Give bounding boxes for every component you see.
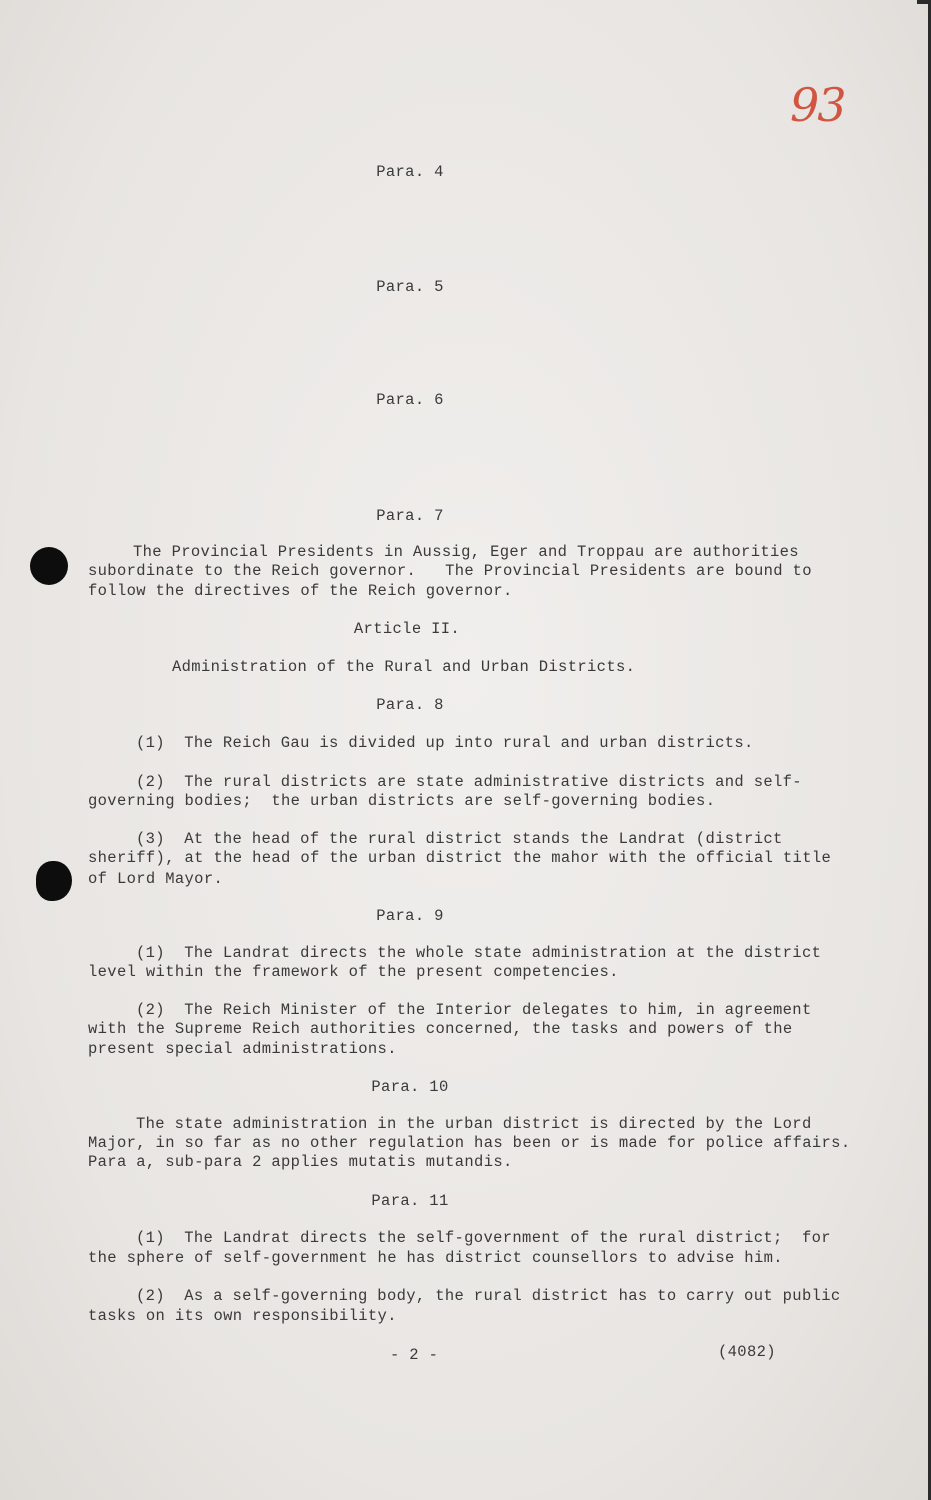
para-11-2-line: tasks on its own responsibility.: [88, 1307, 397, 1325]
para-11-heading: Para. 11: [371, 1192, 449, 1210]
para-8-3-line: (3) At the head of the rural district stands the Landrat (district: [136, 830, 783, 848]
para-7-heading: Para. 7: [376, 507, 444, 525]
para-10-line: The state administration in the urban district is directed by the Lord: [136, 1115, 812, 1133]
handwritten-folio-number: 93: [790, 78, 845, 132]
para-9-2-line: present special administrations.: [88, 1040, 397, 1058]
para-8-3-line: of Lord Mayor.: [88, 870, 224, 888]
para-5-heading: Para. 5: [376, 278, 444, 296]
para-7-line: The Provincial Presidents in Aussig, Eger and Troppau are authorities: [133, 543, 799, 561]
para-9-heading: Para. 9: [376, 907, 444, 925]
para-9-1-line: (1) The Landrat directs the whole state administration at the district: [136, 944, 822, 962]
para-10-heading: Para. 10: [371, 1078, 449, 1096]
punch-hole-upper: [30, 547, 68, 585]
para-10-line: Para a, sub-para 2 applies mutatis mutandis.: [88, 1153, 513, 1171]
para-11-1-line: (1) The Landrat directs the self-government of the rural district; for: [136, 1229, 831, 1247]
para-10-line: Major, in so far as no other regulation has been or is made for police affairs.: [88, 1134, 851, 1152]
para-8-1-line: (1) The Reich Gau is divided up into rural and urban districts.: [136, 734, 754, 752]
para-8-2-line: (2) The rural districts are state administrative districts and self-: [136, 773, 802, 791]
punch-hole-lower: [36, 861, 72, 901]
para-9-1-line: level within the framework of the present competencies.: [88, 963, 619, 981]
para-11-2-line: (2) As a self-governing body, the rural district has to carry out public: [136, 1287, 841, 1305]
para-11-1-line: the sphere of self-government he has district counsellors to advise him.: [88, 1249, 783, 1267]
para-8-3-line: sheriff), at the head of the urban district the mahor with the official title: [88, 849, 832, 867]
para-7-line: follow the directives of the Reich governor.: [88, 582, 513, 600]
document-number: (4082): [718, 1343, 776, 1361]
para-8-heading: Para. 8: [376, 696, 444, 714]
article-title: Administration of the Rural and Urban Districts.: [172, 658, 636, 676]
para-7-line: subordinate to the Reich governor. The Provincial Presidents are bound to: [88, 562, 812, 580]
para-8-2-line: governing bodies; the urban districts are self-governing bodies.: [88, 792, 716, 810]
para-9-2-line: with the Supreme Reich authorities concerned, the tasks and powers of the: [88, 1020, 793, 1038]
para-6-heading: Para. 6: [376, 391, 444, 409]
para-9-2-line: (2) The Reich Minister of the Interior delegates to him, in agreement: [136, 1001, 812, 1019]
page-number: - 2 -: [390, 1346, 439, 1364]
article-heading: Article II.: [353, 620, 461, 638]
page-corner: [917, 0, 931, 4]
para-4-heading: Para. 4: [376, 163, 444, 181]
